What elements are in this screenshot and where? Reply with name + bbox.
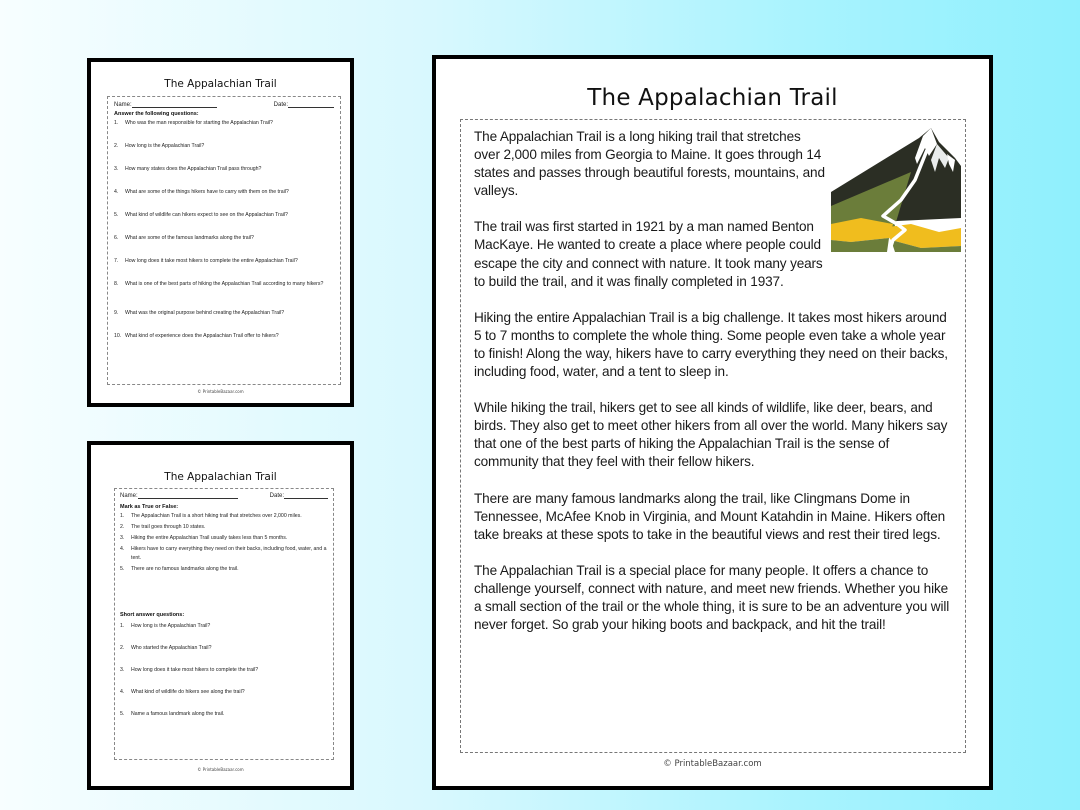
copyright-footer: © PrintableBazaar.com xyxy=(197,767,244,772)
sa-item: 3. How long does it take most hikers to complete the trail? xyxy=(120,667,259,673)
question-item: 6. What are some of the famous landmarks along the trail? xyxy=(114,235,254,241)
reading-passage-page xyxy=(432,55,993,790)
paragraph: The Appalachian Trail is a special place for many people. It offers a chance to challenge yourself, connect with nature, and meet new friends. Whether you hike a small section of the trail or the whole thing, it is sure to be an adventure you will never forget. So grab your hiking boots and backpack, and hit the trail! xyxy=(474,562,950,633)
question-box xyxy=(114,488,334,760)
worksheet-true-false-page xyxy=(87,441,354,790)
name-line xyxy=(132,101,217,108)
question-item: 9. What was the original purpose behind creating the Appalachian Trail? xyxy=(114,310,285,316)
true-false-section xyxy=(120,504,328,574)
name-date-row xyxy=(120,492,328,499)
mountain-trail-icon xyxy=(831,128,961,252)
date-label: Date: xyxy=(269,493,284,499)
paragraph: While hiking the trail, hikers get to see all kinds of wildlife, like deer, bears, and birds. They also get to meet other hikers from all over the world. Many hikers say that one of the best parts of hiking the Appalachian Trail is the sense of community that they feel with their fellow hikers. xyxy=(474,400,948,470)
paragraph: The Appalachian Trail is a long hiking trail that stretches over 2,000 miles from Georgia to Maine. It goes through 14 states and passes through beautiful forests, mountains, and valleys. xyxy=(474,129,825,199)
question-item: 1. Who was the man responsible for starting the Appalachian Trail? xyxy=(114,120,273,126)
page-title: The Appalachian Trail xyxy=(587,85,838,111)
sa-heading: Short answer questions: xyxy=(120,612,185,618)
passage-box xyxy=(460,119,966,753)
copyright-footer: © PrintableBazaar.com xyxy=(663,759,762,769)
question-item: 5. What kind of wildlife can hikers expect to see on the Appalachian Trail? xyxy=(114,212,288,218)
tf-item: 1. The Appalachian Trail is a short hiking trail that stretches over 2,000 miles. xyxy=(120,513,302,519)
name-label: Name: xyxy=(114,102,132,108)
date-line xyxy=(288,101,334,108)
name-date-row xyxy=(114,101,334,108)
tf-item: 2. The trail goes through 10 states. xyxy=(120,524,206,530)
name-label: Name: xyxy=(120,493,138,499)
sa-item: 5. Name a famous landmark along the trail. xyxy=(120,711,225,717)
sa-item: 2. Who started the Appalachian Trail? xyxy=(120,645,212,651)
page-title: The Appalachian Trail xyxy=(164,471,277,483)
paragraph: Hiking the entire Appalachian Trail is a big challenge. It takes most hikers around 5 to 7 months to complete the whole thing. Some people even take a whole year to finish! Along the way, hikers have to carry everything they need on their backs, including food, water, and a tent to sleep in. xyxy=(474,309,948,380)
question-box xyxy=(107,96,341,385)
question-item: 3. How many states does the Appalachian Trail pass through? xyxy=(114,166,262,172)
tf-heading: Mark as True or False: xyxy=(120,504,179,510)
paragraph: The trail was first started in 1921 by a man named Benton MacKaye. He wanted to create a place where people could escape the city and connect with nature. It took many years to build the trail, and it was finally completed in 1937. xyxy=(474,219,823,289)
name-line xyxy=(138,492,238,499)
short-answer-section xyxy=(120,612,328,728)
paragraph: There are many famous landmarks along the trail, like Clingmans Dome in Tennessee, McAfee Knob in Virginia, and Mount Katahdin in Maine. Hikers often take breaks at these spots to take in the beautiful views and rest their tired legs. xyxy=(474,490,946,542)
page-title: The Appalachian Trail xyxy=(164,78,277,90)
date-line xyxy=(284,492,328,499)
copyright-footer: © PrintableBazaar.com xyxy=(197,389,244,394)
question-item: 7. How long does it take most hikers to complete the entire Appalachian Trail? xyxy=(114,258,298,264)
question-item: 2. How long is the Appalachian Trail? xyxy=(114,143,205,149)
tf-item: 3. Hiking the entire Appalachian Trail usually takes less than 5 months. xyxy=(120,535,288,541)
worksheet-questions-page xyxy=(87,58,354,407)
question-item: 4. What are some of the things hikers have to carry with them on the trail? xyxy=(114,189,289,195)
question-item: 8. What is one of the best parts of hiking the Appalachian Trail according to many hikers? xyxy=(114,281,324,287)
date-label: Date: xyxy=(273,102,288,108)
sa-item: 4. What kind of wildlife do hikers see along the trail? xyxy=(120,689,245,695)
instructions: Answer the following questions: xyxy=(114,111,199,117)
tf-item: 5. There are no famous landmarks along the trail. xyxy=(120,566,239,572)
question-item: 10. What kind of experience does the Appalachian Trail offer to hikers? xyxy=(114,333,279,339)
sa-item: 1. How long is the Appalachian Trail? xyxy=(120,623,211,629)
tf-item: 4. Hikers have to carry everything they need on their backs, including food, water, and a tent. xyxy=(120,546,327,561)
